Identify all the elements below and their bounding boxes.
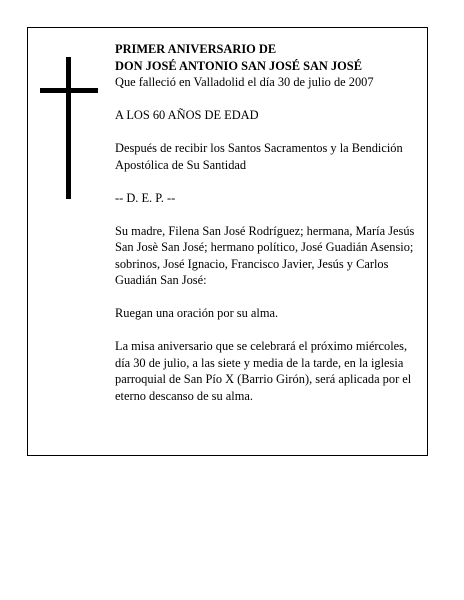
death-line: Que falleció en Valladolid el día 30 de julio de 2007 xyxy=(115,75,374,89)
cross-vertical-bar xyxy=(66,57,71,199)
mass-info: La misa aniversario que se celebrará el próximo miércoles, día 30 de julio, a las siete y media de la tarde, en la iglesia parroquial de San Pío X (Barrio Girón), será aplicada por el eterno descanso de su alma. xyxy=(115,339,412,403)
age-line: A LOS 60 AÑOS DE EDAD xyxy=(115,108,259,122)
heading-line-1: PRIMER ANIVERSARIO DE xyxy=(115,42,277,56)
rip-line: -- D. E. P. -- xyxy=(115,190,176,205)
cross-icon xyxy=(40,57,98,199)
notice-text xyxy=(115,41,425,404)
sacraments-text: Después de recibir los Santos Sacramentos y la Bendición Apostólica de Su Santidad xyxy=(115,141,403,172)
cross-horizontal-bar xyxy=(40,88,98,93)
prayer-request: Ruegan una oración por su alma. xyxy=(115,306,279,320)
family-text: Su madre, Filena San José Rodríguez; hermana, María Jesús San Josè San José; hermano político, José Guadián Asensio; sobrinos, José Ignacio, Francisco Javier, Jesús y Carlos Guadián San José: xyxy=(115,223,415,287)
heading-line-2: DON JOSÉ ANTONIO SAN JOSÉ SAN JOSÉ xyxy=(115,58,362,73)
obituary-notice xyxy=(27,27,428,456)
